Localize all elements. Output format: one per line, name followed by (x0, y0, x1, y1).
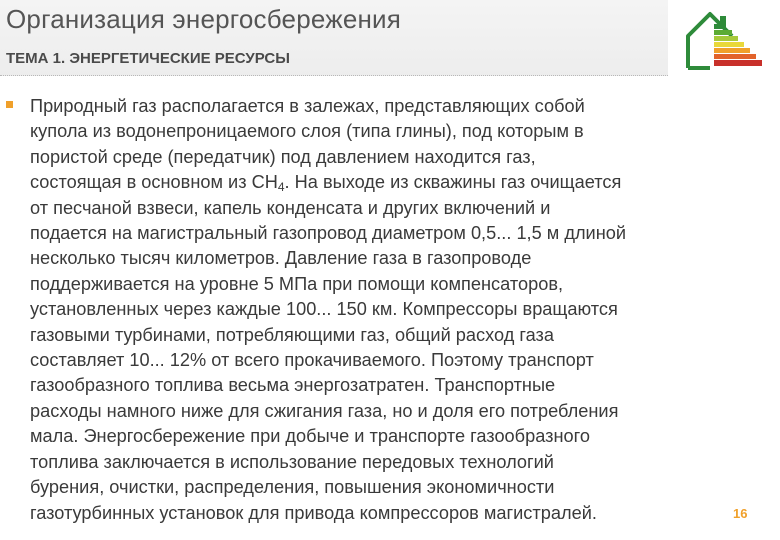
body-line: составляет 10... 12% от всего прокачиваемого. Поэтому транспорт (30, 350, 594, 371)
energy-bar-e (714, 48, 750, 53)
slide-subtitle: ТЕМА 1. ЭНЕРГЕТИЧЕСКИЕ РЕСУРСЫ (6, 50, 290, 67)
body-line: подается на магистральный газопровод диаметром 0,5... 1,5 м длиной (30, 223, 627, 244)
body-line: газообразного топлива весьма энергозатратен. Транспортные (30, 375, 556, 396)
body-line: газовыми турбинами, потребляющими газ, общий расход газа (30, 324, 554, 345)
energy-bar-a (714, 24, 726, 29)
slide-body (6, 94, 770, 526)
slide-title: Организация энергосбережения (6, 4, 402, 34)
body-line: бурения, очистки, распределения, повышения экономичности (30, 477, 555, 498)
body-line: установленных через каждые 100... 150 км. Компрессоры вращаются (30, 299, 618, 320)
body-line: мала. Энергосбережение при добыче и транспорте газообразного (30, 426, 590, 447)
body-line: газотурбинных установок для привода компрессоров магистралей. (30, 502, 597, 523)
body-line: Природный газ располагается в залежах, представляющих собой (30, 96, 585, 116)
body-line: расходы намного ниже для сжигания газа, но и доля его потребления (30, 400, 619, 421)
body-paragraph (30, 94, 770, 526)
header-divider (0, 75, 668, 76)
body-line: . На выходе из скважины газ очищается (284, 172, 622, 193)
body-line: поддерживается на уровне 5 МПа при помощи компенсаторов, (30, 273, 564, 294)
body-line: от песчаной взвеси, капель конденсата и других включений и (30, 197, 551, 218)
energy-bar-d (714, 42, 744, 47)
body-line: состоящая в основном из СН (30, 172, 278, 193)
body-line: топлива заключается в использование передовых технологий (30, 451, 554, 472)
energy-bar-f (714, 54, 756, 59)
energy-bar-b (714, 30, 732, 35)
bullet-marker (6, 101, 13, 108)
energy-bar-g (714, 60, 762, 66)
body-line: несколько тысяч километров. Давление газа в газопроводе (30, 248, 532, 269)
body-line: купола из водонепроницаемого слоя (типа глины), под которым в (30, 121, 584, 142)
page-number: 16 (733, 506, 748, 521)
subscript: 4 (277, 180, 285, 195)
body-line: пористой среде (передатчик) под давлением находится газ, (30, 146, 536, 167)
energy-bar-c (714, 36, 738, 41)
energy-efficiency-house-icon (680, 8, 766, 74)
